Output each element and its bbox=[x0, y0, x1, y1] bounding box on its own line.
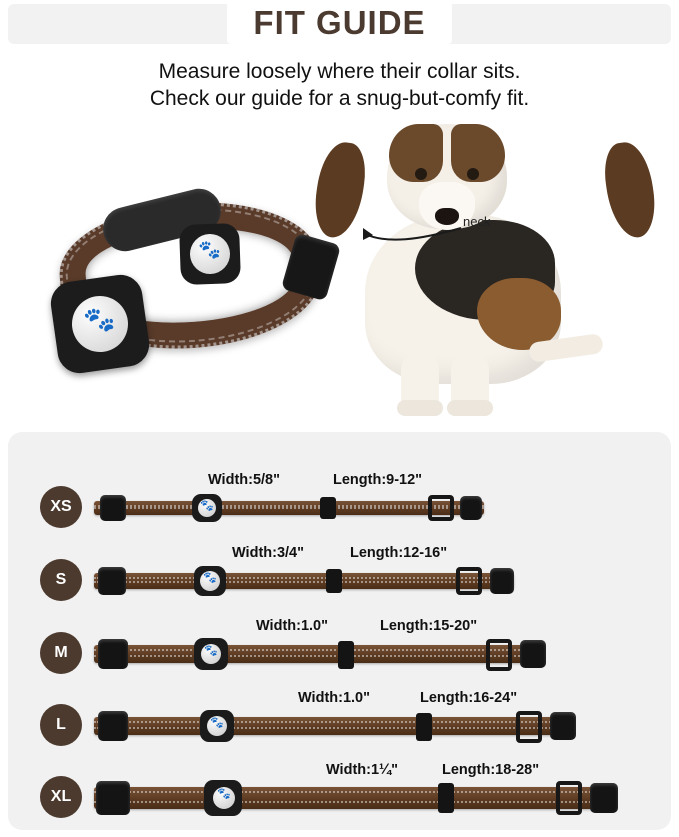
airtag-case-xl bbox=[204, 780, 242, 816]
airtag-disc-l bbox=[207, 716, 227, 736]
paw-icon: 🐾 bbox=[200, 500, 214, 512]
airtag-disc-xs bbox=[198, 499, 216, 517]
airtag-disc-secondary bbox=[189, 233, 230, 274]
size-row-l bbox=[8, 690, 671, 762]
size-width-m: Width:1.0" bbox=[256, 618, 328, 634]
size-row-m bbox=[8, 618, 671, 690]
neck-label: neck bbox=[463, 214, 491, 229]
d-ring-m bbox=[486, 639, 512, 671]
airtag-disc-s bbox=[200, 571, 220, 591]
dog-paw-left bbox=[397, 400, 443, 416]
slider-adjuster-l bbox=[416, 713, 432, 741]
paw-icon: 🐾 bbox=[82, 304, 117, 337]
buckle-l bbox=[98, 711, 128, 741]
size-chart-panel bbox=[8, 432, 671, 830]
size-badge-xs: XS bbox=[40, 486, 82, 528]
paw-icon: 🐾 bbox=[203, 572, 217, 584]
dog-image bbox=[335, 118, 635, 413]
header-band bbox=[0, 0, 679, 48]
buckle-xl bbox=[96, 781, 130, 815]
buckle-end-m bbox=[520, 640, 546, 668]
size-badge-s: S bbox=[40, 559, 82, 601]
size-length-xl: Length:18-28" bbox=[442, 762, 540, 778]
slider-adjuster-s bbox=[326, 569, 342, 593]
collar-strap-m bbox=[94, 645, 544, 663]
dog-ear-right bbox=[601, 139, 660, 240]
size-length-xs: Length:9-12" bbox=[333, 472, 423, 488]
slider-adjuster-xl bbox=[438, 783, 454, 813]
slider-adjuster-xs bbox=[320, 497, 336, 519]
buckle-s bbox=[98, 567, 126, 595]
d-ring-xl bbox=[556, 781, 582, 815]
collar-strap-xl bbox=[94, 787, 614, 809]
paw-icon: 🐾 bbox=[217, 788, 231, 800]
paw-icon: 🐾 bbox=[204, 645, 218, 657]
page-title bbox=[0, 2, 679, 44]
d-ring-l bbox=[516, 711, 542, 743]
dog-eye-right bbox=[467, 168, 479, 180]
collar-strap-xs bbox=[94, 501, 484, 515]
size-width-xs: Width:5/8" bbox=[208, 472, 280, 488]
neck-measure-arrow-icon bbox=[361, 218, 469, 248]
photo-area bbox=[0, 118, 679, 418]
size-width-s: Width:3/4" bbox=[232, 545, 304, 561]
subtitle-line-2: Check our guide for a snug-but-comfy fit. bbox=[149, 87, 530, 110]
airtag-case-s bbox=[194, 566, 226, 596]
subtitle-line-1: Measure loosely where their collar sits. bbox=[158, 60, 521, 83]
dog-eye-left bbox=[415, 168, 427, 180]
size-width-xl: Width:1¼" bbox=[326, 762, 398, 778]
paw-icon: 🐾 bbox=[210, 717, 224, 729]
airtag-case-m bbox=[194, 638, 228, 670]
page-title-text: FIT GUIDE bbox=[227, 2, 451, 44]
size-badge-xl: XL bbox=[40, 776, 82, 818]
size-badge-m: M bbox=[40, 632, 82, 674]
dog-paw-right bbox=[447, 400, 493, 416]
airtag-case-secondary bbox=[179, 223, 241, 285]
airtag-disc bbox=[68, 292, 131, 355]
collar-strap-s bbox=[94, 573, 514, 589]
d-ring-s bbox=[456, 567, 482, 595]
buckle-m bbox=[98, 639, 128, 669]
size-row-xl bbox=[8, 762, 671, 834]
dog-tan-marking bbox=[477, 278, 561, 350]
subtitle bbox=[0, 58, 679, 112]
airtag-disc-m bbox=[201, 644, 221, 664]
size-row-xs bbox=[8, 472, 671, 544]
airtag-case-xs bbox=[192, 494, 222, 522]
airtag-disc-xl bbox=[213, 787, 235, 809]
airtag-holder bbox=[48, 272, 152, 376]
collar-product-image bbox=[40, 168, 340, 388]
size-length-l: Length:16-24" bbox=[420, 690, 518, 706]
size-length-m: Length:15-20" bbox=[380, 618, 478, 634]
buckle-end-s bbox=[490, 568, 514, 594]
airtag-case-l bbox=[200, 710, 234, 742]
size-badge-l: L bbox=[40, 704, 82, 746]
size-width-l: Width:1.0" bbox=[298, 690, 370, 706]
paw-icon: 🐾 bbox=[198, 239, 222, 261]
slider-adjuster-m bbox=[338, 641, 354, 669]
d-ring-xs bbox=[428, 495, 454, 521]
size-length-s: Length:12-16" bbox=[350, 545, 448, 561]
size-row-s bbox=[8, 545, 671, 617]
collar-strap-l bbox=[94, 717, 574, 735]
buckle-end-l bbox=[550, 712, 576, 740]
buckle-end-xl bbox=[590, 783, 618, 813]
buckle-end-xs bbox=[460, 496, 482, 520]
buckle-xs bbox=[100, 495, 126, 521]
